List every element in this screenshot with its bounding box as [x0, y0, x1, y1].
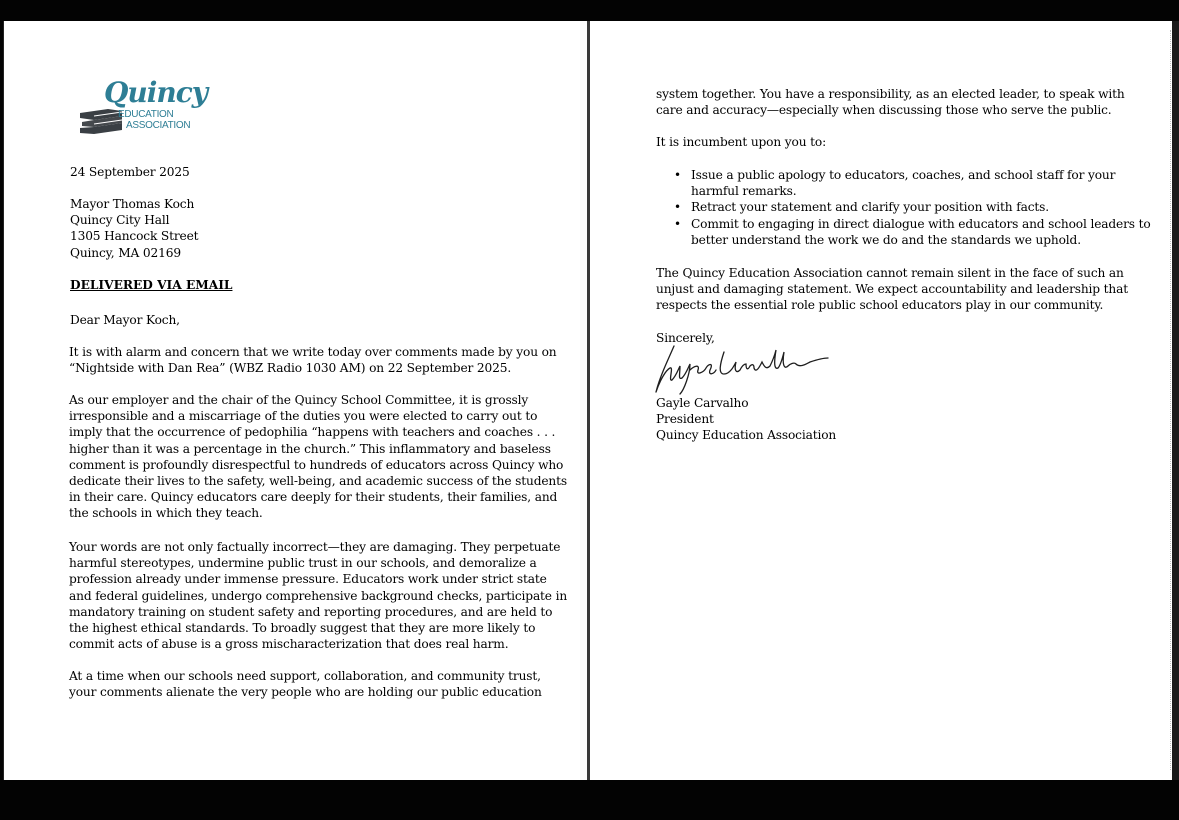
text-line: The Quincy Education Association cannot remain silent in the face of such an — [656, 266, 1124, 280]
signature-block — [656, 395, 836, 444]
text-line: “Nightside with Dan Rea” (WBZ Radio 1030 AM) on 22 September 2025. — [69, 361, 512, 376]
text-line: higher than it was a percentage in the church.” This inflammatory and baseless — [69, 441, 551, 456]
text-line: the schools in which they teach. — [69, 506, 263, 521]
text-line: harmful stereotypes, undermine public trust in our schools, and demoralize a — [69, 556, 537, 571]
paragraph-3 — [69, 539, 574, 652]
logo-association-text: ASSOCIATION — [126, 120, 191, 131]
text-line: your comments alienate the very people who are holding our public education — [69, 685, 542, 700]
signer-name: Gayle Carvalho — [656, 396, 749, 410]
text-line: profession already under immense pressure. Educators work under strict state — [69, 572, 547, 587]
demands-list — [656, 167, 1161, 248]
page-edge — [1172, 21, 1179, 780]
closing-paragraph — [656, 265, 1161, 314]
recipient-city: Quincy, MA 02169 — [70, 245, 181, 260]
continuation-paragraph — [656, 86, 1161, 118]
recipient-name: Mayor Thomas Koch — [70, 197, 195, 211]
closing: Sincerely, — [656, 331, 715, 345]
text-line: Your words are not only factually incorrect—they are damaging. They perpetuate — [69, 540, 561, 554]
paragraph-2 — [69, 392, 574, 522]
handwritten-signature — [650, 340, 835, 398]
text-line: At a time when our schools need support, collaboration, and community trust, — [69, 669, 541, 683]
paragraph-4 — [69, 668, 574, 700]
text-line: unjust and damaging statement. We expect accountability and leadership that — [656, 282, 1128, 297]
text-line: comment is profoundly disrespectful to hundreds of educators across Quincy who — [69, 457, 564, 472]
text-line: care and accuracy—especially when discussing those who serve the public. — [656, 103, 1112, 118]
logo-quincy-text: Quincy — [104, 76, 208, 109]
demand-item — [656, 216, 1161, 248]
logo-education-text: EDUCATION — [118, 109, 174, 120]
text-line: respects the essential role public school educators play in our community. — [656, 298, 1104, 313]
text-line: imply that the occurrence of pedophilia “happens with teachers and coaches . . . — [69, 425, 556, 440]
text-line: As our employer and the chair of the Quincy School Committee, it is grossly — [69, 393, 529, 407]
paragraph-1 — [69, 344, 574, 376]
qea-logo — [76, 72, 206, 144]
text-line: irresponsible and a miscarriage of the duties you were elected to carry out to — [69, 409, 538, 424]
text-line: It is with alarm and concern that we write today over comments made by you on — [69, 345, 557, 359]
text-line: system together. You have a responsibility, as an elected leader, to speak with — [656, 87, 1125, 101]
text-line: • Commit to engaging in direct dialogue with educators and school leaders to — [691, 216, 1151, 231]
text-line: better understand the work we do and the standards we uphold. — [691, 232, 1081, 247]
recipient-office: Quincy City Hall — [70, 213, 170, 228]
text-line: • Issue a public apology to educators, coaches, and school staff for your — [691, 168, 1116, 182]
text-line: the highest ethical standards. To broadly suggest that they are more likely to — [69, 621, 536, 636]
salutation: Dear Mayor Koch, — [70, 313, 180, 327]
text-line: commit acts of abuse is a gross mischaracterization that does real harm. — [69, 637, 509, 652]
text-line: mandatory training on student safety and reporting procedures, and are held to — [69, 604, 553, 619]
text-line: • Retract your statement and clarify your position with facts. — [691, 200, 1049, 215]
text-line: harmful remarks. — [691, 184, 797, 199]
delivery-note: DELIVERED VIA EMAIL — [70, 278, 233, 292]
recipient-address — [70, 196, 198, 261]
demand-item — [656, 199, 1161, 215]
scan-artifact — [1170, 30, 1172, 770]
text-line: dedicate their lives to the safety, well-being, and academic success of the students — [69, 474, 567, 489]
signer-organization: Quincy Education Association — [656, 428, 837, 443]
letter-date: 24 September 2025 — [70, 165, 190, 179]
recipient-street: 1305 Hancock Street — [70, 229, 199, 244]
text-line: and federal guidelines, undergo comprehensive background checks, participate in — [69, 588, 568, 603]
signer-title: President — [656, 412, 714, 427]
demands-intro: It is incumbent upon you to: — [656, 135, 827, 149]
demand-item — [656, 167, 1161, 199]
text-line: in their care. Quincy educators care deeply for their students, their families, and — [69, 490, 558, 505]
